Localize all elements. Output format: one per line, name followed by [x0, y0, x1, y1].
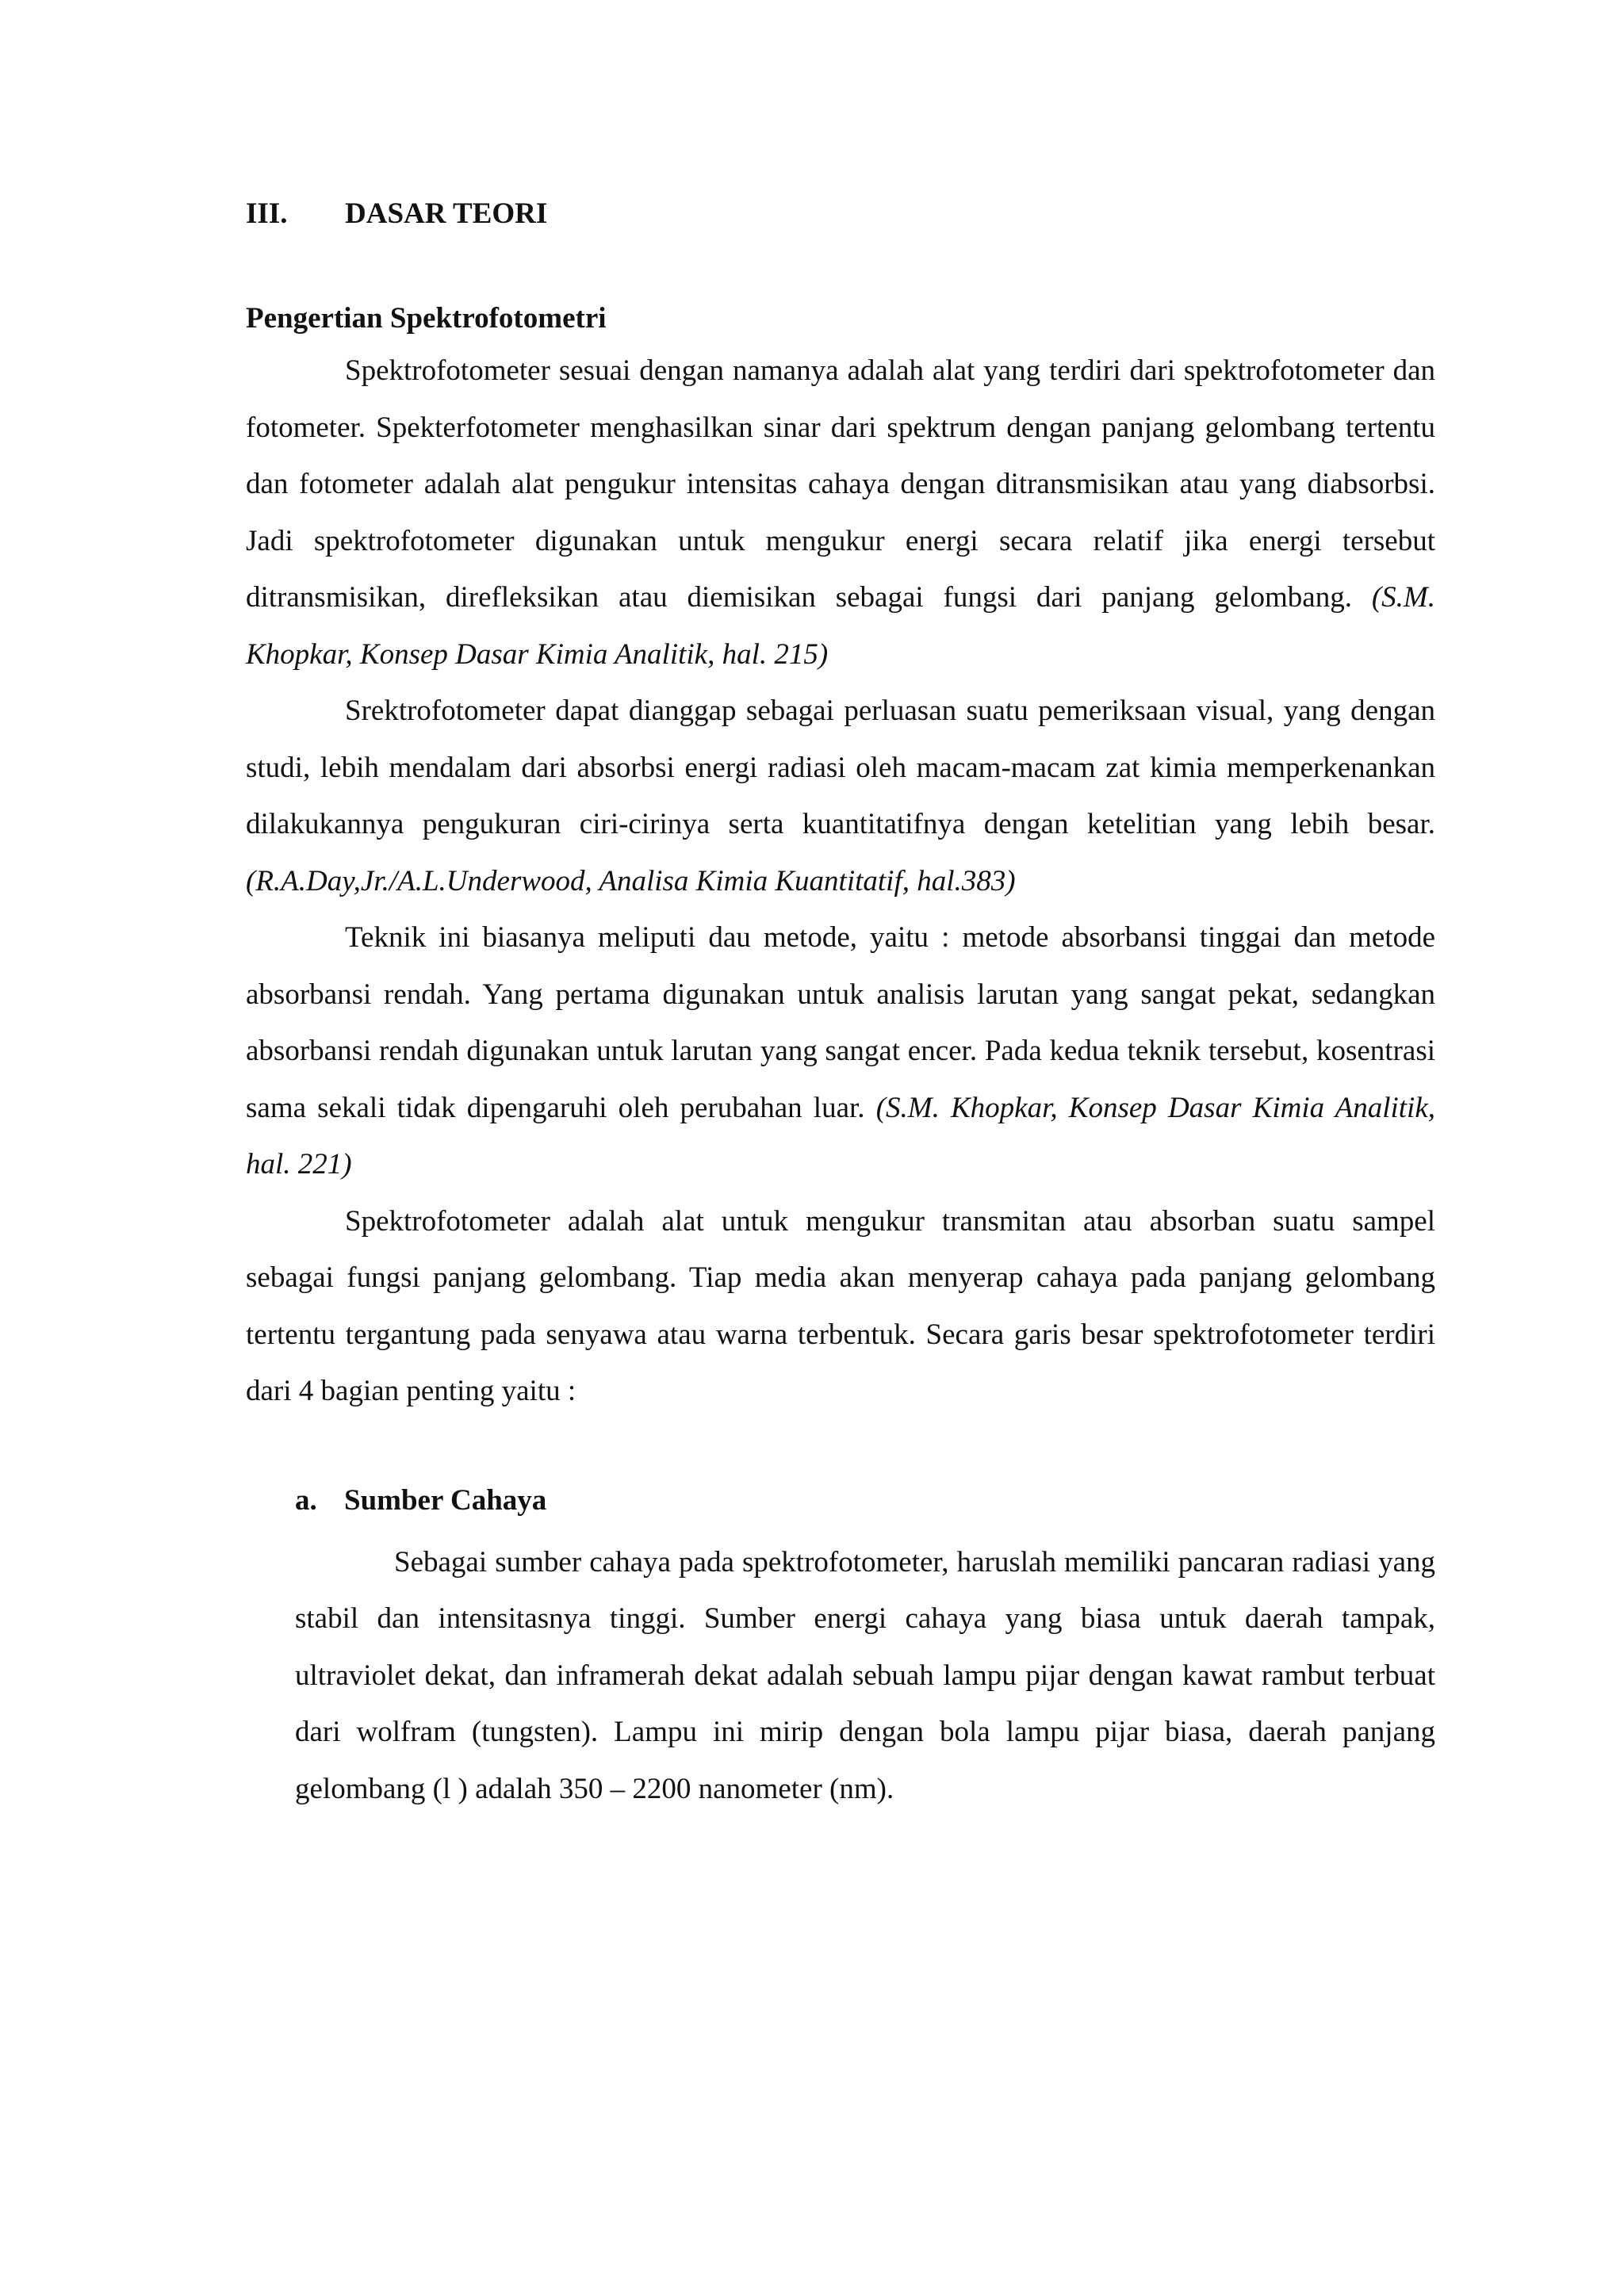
paragraph-2-citation: (R.A.Day,Jr./A.L.Underwood, Analisa Kimia Kuantitatif, hal.383): [246, 864, 1016, 897]
paragraph-3: [246, 909, 1435, 1193]
subsection-a-paragraph: Sebagai sumber cahaya pada spektrofotometer, haruslah memiliki pancaran radiasi yang stabil dan intensitasnya tinggi. Sumber energi cahaya yang biasa untuk daerah tampak, ultraviolet dekat, dan inframerah dekat adalah sebuah lampu pijar dengan kawat rambut terbuat dari wolfram (tungsten). Lampu ini mirip dengan bola lampu pijar biasa, daerah panjang gelombang (l ) adalah 350 – 2200 nanometer (nm).: [295, 1545, 1435, 1805]
paragraph-4: [246, 1193, 1435, 1420]
subsection-a-title: Sumber Cahaya: [344, 1483, 547, 1517]
paragraph-1-text: Spektrofotometer sesuai dengan namanya adalah alat yang terdiri dari spektrofotometer dan fotometer. Spekterfotometer menghasilkan sinar dari spektrum dengan panjang gelombang tertentu dan fotometer adalah alat pengukur intensitas cahaya dengan ditransmisikan atau yang diabsorbsi. Jadi spektrofotometer digunakan untuk mengukur energi secara relatif jika energi tersebut ditransmisikan, direfleksikan atau diemisikan sebagai fungsi dari panjang gelombang.: [246, 354, 1435, 614]
paragraph-2: [246, 683, 1435, 909]
paragraph-3-citation: (S.M. Khopkar, Konsep Dasar Kimia Analitik, hal. 221): [246, 1091, 1435, 1181]
paragraph-3-text: Teknik ini biasanya meliputi dau metode, yaitu : metode absorbansi tinggai dan metode absorbansi rendah. Yang pertama digunakan untuk analisis larutan yang sangat pekat, sedangkan absorbansi rendah digunakan untuk larutan yang sangat encer. Pada kedua teknik tersebut, kosentrasi sama sekali tidak dipengaruhi oleh perubahan luar.: [246, 921, 1435, 1124]
subsection-a: [246, 1477, 1435, 1818]
paragraph-1-citation: (S.M. Khopkar, Konsep Dasar Kimia Analitik, hal. 215): [246, 581, 1435, 671]
chapter-title: DASAR TEORI: [345, 197, 548, 230]
subsection-a-letter: a.: [295, 1483, 317, 1517]
document-content: [246, 190, 1435, 1817]
chapter-number: III.: [246, 197, 288, 230]
chapter-heading: [246, 190, 1435, 238]
paragraph-2-text: Srektrofotometer dapat dianggap sebagai perluasan suatu pemeriksaan visual, yang dengan studi, lebih mendalam dari absorbsi energi radiasi oleh macam-macam zat kimia memperkenankan dilakukannya pengukuran ciri-cirinya serta kuantitatifnya dengan ketelitian yang lebih besar.: [246, 695, 1435, 840]
section-title: Pengertian Spektrofotometri: [246, 302, 607, 335]
subsection-a-heading: [295, 1477, 1435, 1525]
paragraph-1: [246, 342, 1435, 683]
paragraph-4-text: Spektrofotometer adalah alat untuk mengukur transmitan atau absorban suatu sampel sebagai fungsi panjang gelombang. Tiap media akan menyerap cahaya pada panjang gelombang tertentu tergantung pada senyawa atau warna terbentuk. Secara garis besar spektrofotometer terdiri dari 4 bagian penting yaitu :: [246, 1204, 1435, 1407]
